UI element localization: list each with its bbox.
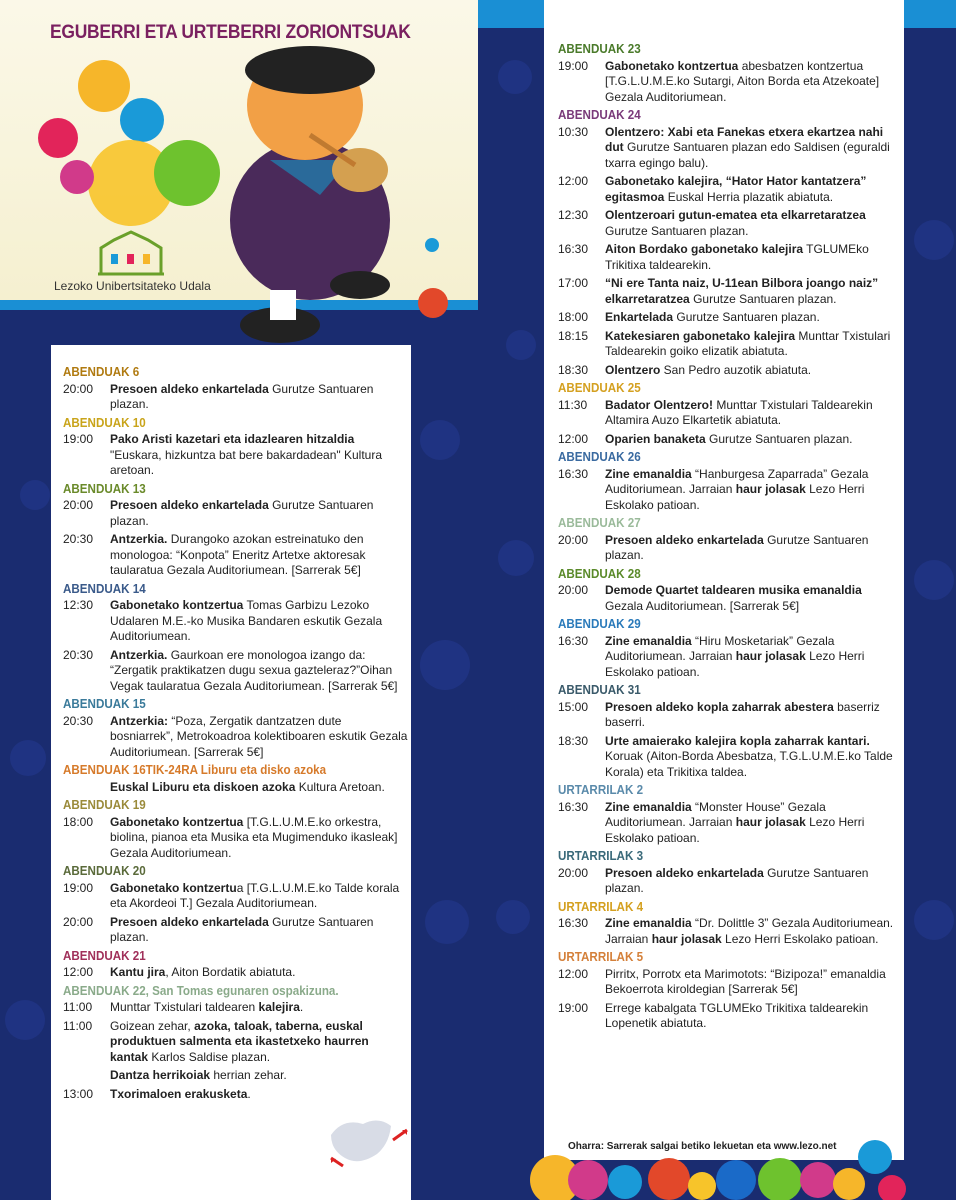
event-title: Badator Olentzero! [605, 397, 714, 412]
event-time: 10:30 [558, 124, 589, 139]
day-heading: ABENDUAK 10 [63, 415, 146, 430]
event-details: TGLUMEko Trikitixa taldearekin. [605, 242, 869, 272]
event-time: 18:00 [63, 814, 94, 829]
event-description [605, 916, 898, 947]
olentzero-illustration [210, 35, 420, 345]
event-title: Presoen aldeko enkartelada [605, 532, 764, 547]
bubble [716, 1160, 756, 1200]
event-title: Urte amaierako kalejira kopla zaharrak kantari. [605, 733, 870, 748]
event-time: 13:00 [63, 1086, 94, 1101]
event-details: baserriz baserri. [605, 699, 880, 729]
event-description [605, 208, 898, 239]
event-details: Gurutze Santuaren plazan. [705, 431, 853, 446]
event-title: “Ni ere Tanta naiz, U-11ean Bilbora joango naiz” elkarretaratzea [605, 276, 879, 306]
event-time: 12:00 [558, 431, 589, 446]
event-details: Gurutze Santuaren plazan. [605, 532, 869, 562]
event-row [558, 174, 898, 205]
event-description [110, 1068, 408, 1084]
event-description [605, 125, 898, 172]
left-program-panel [51, 345, 411, 1200]
bubble [60, 160, 94, 194]
event-row [63, 498, 408, 529]
day-heading: ABENDUAK 26 [558, 450, 641, 464]
event-highlight: haur jolasak [735, 649, 806, 663]
event-description [605, 329, 898, 360]
event-row [63, 881, 408, 912]
event-row [558, 242, 898, 273]
event-description [110, 598, 408, 645]
event-description [110, 881, 408, 912]
event-row [558, 916, 898, 947]
event-time: 12:00 [558, 966, 589, 981]
page-title: EGUBERRI ETA URTEBERRI ZORIONTSUAK [50, 22, 411, 43]
event-row [63, 1000, 408, 1016]
event-title: Aiton Bordako gabonetako kalejira [605, 242, 804, 256]
event-details: “Dr. Dolittle 3” Gezala Auditoriumean. Jarraian [605, 916, 894, 946]
event-description [605, 967, 898, 998]
event-description [605, 1001, 898, 1032]
bg-dot [420, 420, 460, 460]
event-title: Olentzeroari gutun-ematea eta elkarretaratzea [605, 208, 866, 222]
event-highlight: kalejira [258, 1000, 300, 1014]
event-details: "Euskara, hizkuntza bat bere bakardadean" Kultura aretoan. [110, 447, 383, 477]
event-description [110, 1019, 408, 1066]
event-details: Kultura Aretoan. [295, 779, 385, 794]
event-title: Demode Quartet taldearen musika emanaldia [605, 583, 862, 597]
event-row [558, 634, 898, 681]
event-details: abesbatzen kontzertua [T.G.L.U.M.E.ko Sutargi, Aiton Borda eta Atzekoate] Gezala Auditoriumean. [605, 58, 880, 104]
event-description [110, 780, 408, 796]
event-highlight: haur jolasak [735, 815, 806, 829]
event-details: Lezo Herri Eskolako patioan. [605, 649, 865, 679]
event-title: Olentzero [605, 362, 661, 377]
day-heading: ABENDUAK 19 [63, 798, 146, 812]
event-time: 16:30 [558, 633, 589, 648]
event-description [605, 734, 898, 781]
event-time: 20:30 [63, 713, 94, 728]
event-description [605, 800, 898, 847]
event-description [110, 714, 408, 761]
event-row [63, 648, 408, 695]
event-time: 12:30 [63, 598, 94, 612]
event-details: Lezo Herri Eskolako patioan. [605, 482, 865, 512]
event-row [63, 815, 408, 862]
event-description [110, 965, 408, 981]
event-description [605, 533, 898, 564]
tickets-note: Oharra: Sarrerak salgai betiko lekuetan eta www.lezo.net [568, 1140, 837, 1152]
event-description [605, 276, 898, 307]
event-title: Presoen aldeko kopla zaharrak abestera [605, 699, 834, 714]
organization-name: Lezoko Unibertsitateko Udala [54, 279, 211, 293]
event-row [558, 276, 898, 307]
bubble [425, 238, 439, 252]
day-heading: ABENDUAK 21 [63, 948, 146, 963]
event-row [558, 734, 898, 781]
event-details: “Hiru Mosketariak” Gezala Auditoriumean. Jarraian [605, 633, 835, 663]
left-program-list [63, 365, 408, 1105]
day-heading: URTARRILAK 5 [558, 950, 644, 964]
event-row [558, 363, 898, 379]
event-title: Katekesiaren gabonetako kalejira [605, 328, 796, 343]
event-description [110, 915, 408, 946]
event-time: 19:00 [63, 432, 94, 446]
event-row [558, 208, 898, 239]
bubble [833, 1168, 865, 1200]
event-row [558, 866, 898, 897]
event-time: 20:00 [63, 914, 94, 929]
bubble [120, 98, 164, 142]
event-time: 11:00 [63, 1000, 93, 1014]
event-row [63, 965, 408, 981]
event-row [63, 1087, 408, 1103]
event-details: Tomas Garbizu Lezoko Udalaren M.E.-ko Musika Bandaren eskutik Gezala Auditoriumean. [110, 598, 383, 643]
event-details: Gurutze Santuaren plazan. [673, 310, 820, 324]
event-time: 11:30 [558, 397, 588, 412]
town-hall-logo [96, 230, 166, 276]
event-details: Gezala Auditoriumean. [Sarrerak 5€] [605, 598, 800, 613]
event-title: Zine emanaldia [605, 466, 692, 481]
event-title: Olentzero: Xabi eta Fanekas etxera ekartzea nahi dut [605, 124, 884, 154]
event-time: 20:00 [558, 532, 589, 547]
day-heading: URTARRILAK 4 [558, 899, 644, 914]
bubble [688, 1172, 716, 1200]
event-details: Gurutze Santuaren plazan. [110, 381, 374, 411]
event-time: 19:00 [558, 1000, 589, 1015]
event-row [558, 967, 898, 998]
bubble [568, 1160, 608, 1200]
bubble [648, 1158, 690, 1200]
day-heading: ABENDUAK 28 [558, 566, 641, 581]
event-description [605, 310, 898, 326]
bubble [418, 288, 448, 318]
day-heading: ABENDUAK 20 [63, 864, 146, 878]
event-time: 20:00 [63, 381, 94, 396]
basque-country-map [323, 1110, 413, 1170]
event-description [605, 634, 898, 681]
event-row [558, 398, 898, 429]
event-details: Euskal Herria plazatik abiatuta. [664, 189, 834, 204]
event-title: Antzerkia. [110, 532, 168, 546]
event-time: 11:00 [63, 1018, 93, 1033]
event-title: Zine emanaldia [605, 916, 692, 930]
event-time: 20:00 [63, 498, 94, 512]
event-details: Gurutze Santuaren plazan. [110, 914, 374, 944]
event-title: Gabonetako kontzertua [110, 814, 244, 829]
event-description [605, 398, 898, 429]
event-row [63, 532, 408, 579]
day-heading: ABENDUAK 24 [558, 108, 641, 122]
event-details: San Pedro auzotik abiatuta. [660, 362, 812, 377]
bg-dot [506, 330, 536, 360]
event-time: 12:30 [558, 208, 589, 222]
event-row [63, 598, 408, 645]
event-description [110, 1000, 408, 1016]
event-time: 18:00 [558, 310, 589, 324]
bubble [608, 1165, 642, 1199]
bg-dot [914, 900, 954, 940]
event-details: Karlos Saldise plazan. [148, 1049, 271, 1064]
event-title: Presoen aldeko enkartelada [110, 498, 269, 512]
event-title: Presoen aldeko enkartelada [110, 914, 269, 929]
day-heading: ABENDUAK 15 [63, 697, 146, 711]
right-program-list [558, 42, 898, 1035]
event-description [605, 432, 898, 448]
event-time: 19:00 [63, 880, 94, 895]
event-title: Gabonetako kalejira, “Hator Hator kantatzera” egitasmoa [605, 174, 867, 204]
event-time: 18:30 [558, 362, 589, 377]
event-time: 15:00 [558, 699, 589, 714]
event-time: 16:30 [558, 916, 589, 930]
event-row [558, 583, 898, 614]
bg-dot [496, 900, 530, 934]
event-details: Gurutze Santuaren plazan. [605, 865, 869, 895]
bg-dot [10, 740, 46, 776]
event-row [558, 800, 898, 847]
event-title: Euskal Liburu eta diskoen azoka [110, 779, 296, 794]
event-details: . [299, 1000, 304, 1014]
event-details: , Aiton Bordatik abiatuta. [165, 965, 296, 979]
event-row [558, 432, 898, 448]
event-row [558, 700, 898, 731]
event-time: 16:30 [558, 799, 589, 814]
event-details: Goizean zehar, [110, 1018, 195, 1033]
event-details: Munttar Txistulari Taldearekin goiko elizatik abiatuta. [605, 328, 891, 358]
event-row [63, 780, 408, 796]
event-time: 16:30 [558, 242, 589, 256]
bubble [758, 1158, 802, 1200]
event-description [605, 242, 898, 273]
event-details: herrian zehar. [210, 1068, 287, 1082]
bubble [800, 1162, 836, 1198]
event-details: “Poza, Zergatik dantzatzen dute bosniarrek”, Metrokoadroa kolektiboaren eskutik Gezala Auditoriumean. [Sarrerak 5€] [110, 713, 408, 759]
right-page [478, 0, 956, 1200]
bubble [38, 118, 78, 158]
event-title: Gabonetako kontzertua [605, 58, 739, 73]
event-title: Zine emanaldia [605, 633, 692, 648]
event-row [63, 1068, 408, 1084]
bg-dot [420, 640, 470, 690]
event-title: Oparien banaketa [605, 431, 706, 446]
day-heading: URTARRILAK 2 [558, 783, 644, 797]
event-row [63, 1019, 408, 1066]
event-highlight: haur jolasak [651, 931, 722, 946]
event-title: Gabonetako kontzertu [110, 880, 237, 895]
day-heading: ABENDUAK 6 [63, 365, 140, 379]
event-time: 18:30 [558, 733, 589, 748]
bubble [78, 60, 130, 112]
event-description [110, 432, 408, 479]
event-details: “Monster House” Gezala Auditoriumean. Jarraian [605, 799, 826, 829]
event-description [605, 700, 898, 731]
event-row [558, 533, 898, 564]
event-details: Munttar Txistulari Taldearekin Altamira Auzo Elkartetik abiatuta. [605, 397, 873, 427]
event-row [558, 310, 898, 326]
bg-dot [914, 560, 954, 600]
event-time: 19:00 [558, 58, 589, 73]
day-heading: ABENDUAK 29 [558, 617, 641, 631]
event-row [558, 329, 898, 360]
event-row [63, 915, 408, 946]
event-title: Presoen aldeko enkartelada [605, 865, 764, 880]
event-description [605, 583, 898, 614]
event-details: Gaurkoan ere monologoa izango da: “Zergatik praktikatzen dugu sexua gazteleraz?”Oihan Vegak taularatua Gezala Auditoriumean. [Sarrerak 5€] [110, 647, 398, 693]
event-time [63, 780, 110, 796]
bg-dot [425, 900, 469, 944]
event-title: Kantu jira [110, 965, 166, 979]
event-details: Munttar Txistulari taldearen [110, 1000, 259, 1014]
event-title: Txorimaloen erakusketa [110, 1086, 248, 1101]
bubble [858, 1140, 892, 1174]
event-time: 18:15 [558, 328, 589, 343]
day-heading: ABENDUAK 16TIK-24RA Liburu eta disko azoka [63, 763, 327, 777]
event-title: Gabonetako kontzertua [110, 598, 244, 612]
event-description [605, 467, 898, 514]
event-details: Koruak (Aiton-Borda Abesbatza, T.G.L.U.M.E.ko Talde Korala) eta Trikitixa taldea. [605, 749, 893, 779]
event-row [63, 714, 408, 761]
event-time: 20:00 [558, 865, 589, 880]
event-title: Dantza herrikoiak [110, 1068, 211, 1082]
event-details: Errege kabalgata TGLUMEko Trikitixa taldearekin Lopenetik abiatuta. [605, 1000, 869, 1030]
event-row [558, 467, 898, 514]
event-description [110, 498, 408, 529]
bg-dot [20, 480, 50, 510]
event-highlight: haur jolasak [735, 482, 806, 496]
event-highlight: azoka, taloak, taberna, euskal produktuen salmenta eta ikastetxeko haurren kantak [110, 1018, 369, 1064]
event-description [110, 648, 408, 695]
day-heading: ABENDUAK 31 [558, 683, 641, 697]
event-time: 12:00 [558, 174, 589, 188]
event-time: 20:30 [63, 532, 94, 546]
bg-dot [914, 220, 954, 260]
day-heading: URTARRILAK 3 [558, 849, 644, 863]
event-description [605, 174, 898, 205]
event-details: Durangoko azokan estreinatuko den monologoa: “Konpota” Eneritz Artetxe aktoresak taularatua Gezala Auditoriumean. [Sarrerak 5€] [110, 532, 366, 577]
event-details: Gurutze Santuaren plazan edo Saldisen (eguraldi txarra egingo balu). [605, 140, 890, 170]
event-time: 16:30 [558, 466, 589, 481]
event-description [110, 382, 408, 413]
event-details: Lezo Herri Eskolako patioan. [605, 815, 865, 845]
event-description [110, 1087, 408, 1103]
event-description [605, 866, 898, 897]
day-heading: ABENDUAK 23 [558, 42, 641, 56]
event-row [558, 1001, 898, 1032]
event-details: Pirritx, Porrotx eta Marimotots: “Bizipoza!” emanaldia Bekoerrota kiroldegian [Sarrerak 5€] [605, 966, 886, 996]
bg-dot [498, 60, 532, 94]
event-details: . [247, 1086, 251, 1101]
bg-dot [498, 540, 534, 576]
event-description [605, 59, 898, 106]
event-time: 20:00 [558, 583, 589, 597]
event-details: Gurutze Santuaren plazan. [689, 291, 837, 306]
event-description [605, 363, 898, 379]
event-details: [T.G.L.U.M.E.ko orkestra, biolina, pianoa eta Musika eta Mugimenduko ikasleak] Gezala Auditoriumean. [110, 814, 398, 860]
event-title: Zine emanaldia [605, 799, 692, 814]
event-title: Pako Aristi kazetari eta idazlearen hitzaldia [110, 432, 355, 446]
event-title: Antzerkia: [110, 713, 169, 728]
right-program-panel [544, 0, 904, 1160]
day-heading: ABENDUAK 25 [558, 381, 641, 395]
day-heading: ABENDUAK 14 [63, 581, 146, 596]
event-details: “Hanburgesa Zaparrada” Gezala Auditoriumean. Jarraian [605, 466, 869, 496]
event-time: 17:00 [558, 276, 589, 290]
day-heading: ABENDUAK 22, San Tomas egunaren ospakizuna. [63, 983, 339, 998]
event-details: Gurutze Santuaren plazan. [110, 498, 374, 528]
event-details: Lezo Herri Eskolako patioan. [721, 931, 879, 946]
day-heading: ABENDUAK 27 [558, 516, 641, 530]
event-row [63, 432, 408, 479]
event-title: Enkartelada [605, 310, 674, 324]
event-row [558, 59, 898, 106]
event-row [558, 125, 898, 172]
event-row [63, 382, 408, 413]
day-heading: ABENDUAK 13 [63, 481, 146, 496]
event-time [63, 1068, 110, 1084]
event-details: a [T.G.L.U.M.E.ko Talde korala eta Akordeoi T.] Gezala Auditoriumean. [110, 880, 400, 910]
bg-dot [5, 1000, 45, 1040]
event-details: Gurutze Santuaren plazan. [605, 223, 749, 238]
event-title: Antzerkia. [110, 647, 168, 662]
event-time: 20:30 [63, 647, 94, 662]
event-title: Presoen aldeko enkartelada [110, 381, 269, 396]
event-description [110, 532, 408, 579]
bubble [878, 1175, 906, 1200]
event-time: 12:00 [63, 965, 94, 979]
event-description [110, 815, 408, 862]
